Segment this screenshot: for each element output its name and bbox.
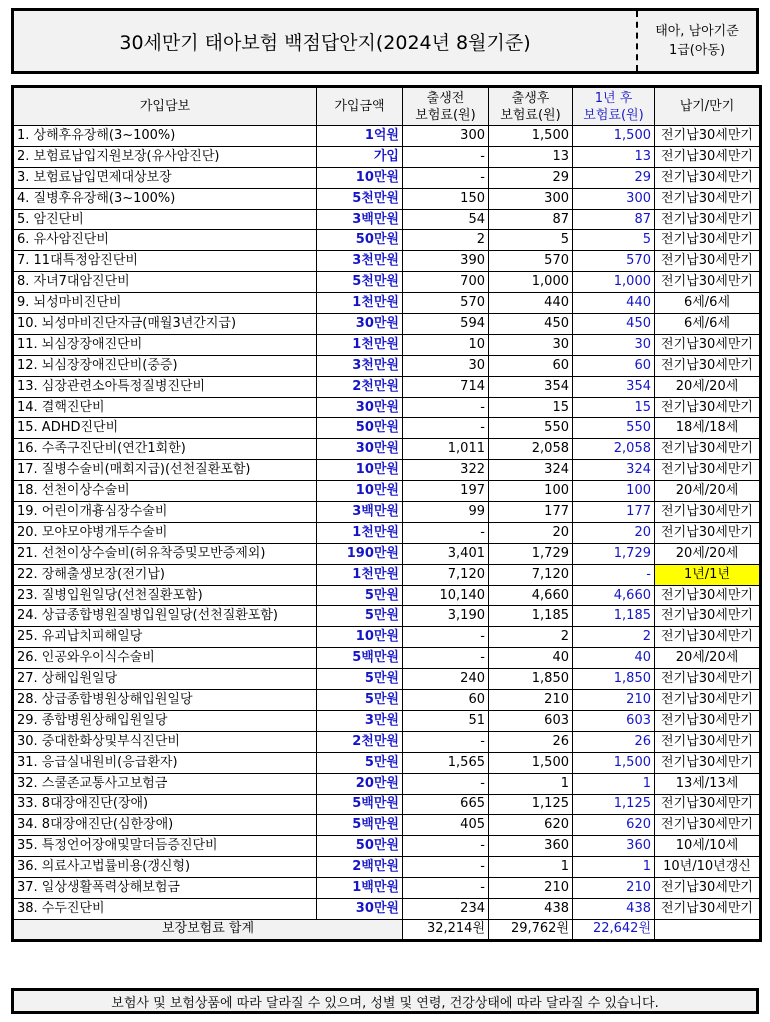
cell-coverage: 9. 뇌성마비진단비 bbox=[13, 293, 317, 314]
cell-pre-birth: - bbox=[403, 836, 489, 857]
cell-post-birth: 300 bbox=[489, 188, 573, 209]
col-header-coverage: 가입담보 bbox=[13, 87, 317, 126]
cell-amount: 3천만원 bbox=[317, 355, 403, 376]
cell-after-1y: 440 bbox=[573, 293, 655, 314]
table-row bbox=[13, 314, 761, 335]
cell-coverage: 34. 8대장애진단(심한장애) bbox=[13, 815, 317, 836]
table-row bbox=[13, 146, 761, 167]
cell-after-1y: 20 bbox=[573, 522, 655, 543]
cell-amount: 1억원 bbox=[317, 126, 403, 147]
table-row bbox=[13, 773, 761, 794]
cell-amount: 30만원 bbox=[317, 439, 403, 460]
cell-after-1y: 450 bbox=[573, 314, 655, 335]
cell-coverage: 27. 상해입원일당 bbox=[13, 669, 317, 690]
cell-after-1y: 2 bbox=[573, 627, 655, 648]
total-post-birth: 29,762원 bbox=[489, 919, 573, 940]
cell-amount: 3만원 bbox=[317, 710, 403, 731]
cell-amount: 2백만원 bbox=[317, 857, 403, 878]
cell-pre-birth: 3,401 bbox=[403, 543, 489, 564]
total-row bbox=[13, 919, 761, 940]
cell-after-1y: 354 bbox=[573, 376, 655, 397]
cell-pre-birth: - bbox=[403, 397, 489, 418]
cell-pre-birth: - bbox=[403, 857, 489, 878]
cell-pre-birth: 665 bbox=[403, 794, 489, 815]
cell-amount: 190만원 bbox=[317, 543, 403, 564]
cell-term: 전기납30세만기 bbox=[655, 690, 761, 711]
cell-post-birth: 1,500 bbox=[489, 752, 573, 773]
cell-term: 1년/1년 bbox=[655, 564, 761, 585]
total-after-1y: 22,642원 bbox=[573, 919, 655, 940]
cell-amount: 5천만원 bbox=[317, 272, 403, 293]
table-row bbox=[13, 585, 761, 606]
cell-term: 전기납30세만기 bbox=[655, 230, 761, 251]
table-row bbox=[13, 606, 761, 627]
table-row bbox=[13, 439, 761, 460]
cell-amount: 3천만원 bbox=[317, 251, 403, 272]
cell-coverage: 11. 뇌심장장애진단비 bbox=[13, 334, 317, 355]
col-header-term: 납기/만기 bbox=[655, 87, 761, 126]
table-row bbox=[13, 794, 761, 815]
cell-after-1y: 13 bbox=[573, 146, 655, 167]
cell-amount: 5만원 bbox=[317, 669, 403, 690]
cell-term: 10년/10년갱신 bbox=[655, 857, 761, 878]
cell-amount: 3백만원 bbox=[317, 502, 403, 523]
cell-coverage: 35. 특정언어장애및말더듬증진단비 bbox=[13, 836, 317, 857]
cell-term: 전기납30세만기 bbox=[655, 898, 761, 919]
cell-after-1y: 1,000 bbox=[573, 272, 655, 293]
cell-pre-birth: 1,565 bbox=[403, 752, 489, 773]
col-header-amount: 가입금액 bbox=[317, 87, 403, 126]
cell-pre-birth: - bbox=[403, 146, 489, 167]
cell-post-birth: 1,185 bbox=[489, 606, 573, 627]
table-row bbox=[13, 710, 761, 731]
coverage-table bbox=[11, 85, 762, 942]
table-row bbox=[13, 836, 761, 857]
side-note-line2: 1급(아동) bbox=[668, 43, 726, 58]
cell-post-birth: 15 bbox=[489, 397, 573, 418]
cell-after-1y: 300 bbox=[573, 188, 655, 209]
page-title: 30세만기 태아보험 백점답안지(2024년 8월기준) bbox=[119, 31, 531, 54]
table-row bbox=[13, 460, 761, 481]
cell-post-birth: 40 bbox=[489, 648, 573, 669]
cell-after-1y: 570 bbox=[573, 251, 655, 272]
cell-after-1y: 1 bbox=[573, 857, 655, 878]
cell-term: 전기납30세만기 bbox=[655, 606, 761, 627]
cell-term: 전기납30세만기 bbox=[655, 460, 761, 481]
cell-coverage: 8. 자녀7대암진단비 bbox=[13, 272, 317, 293]
cell-after-1y: 210 bbox=[573, 878, 655, 899]
cell-after-1y: 30 bbox=[573, 334, 655, 355]
cell-term: 전기납30세만기 bbox=[655, 251, 761, 272]
table-row bbox=[13, 188, 761, 209]
cell-amount: 50만원 bbox=[317, 836, 403, 857]
table-row bbox=[13, 251, 761, 272]
title-side-note bbox=[636, 11, 756, 71]
cell-after-1y: 603 bbox=[573, 710, 655, 731]
cell-post-birth: 450 bbox=[489, 314, 573, 335]
cell-post-birth: 550 bbox=[489, 418, 573, 439]
cell-term: 전기납30세만기 bbox=[655, 355, 761, 376]
cell-term: 전기납30세만기 bbox=[655, 334, 761, 355]
cell-post-birth: 2,058 bbox=[489, 439, 573, 460]
footer-disclaimer: 보험사 및 보험상품에 따라 달라질 수 있으며, 성별 및 연령, 건강상태에 따라 달라질 수 있습니다. bbox=[11, 988, 759, 1014]
cell-post-birth: 26 bbox=[489, 731, 573, 752]
col-header-pre-birth: 출생전 보험료(원) bbox=[403, 87, 489, 126]
table-row bbox=[13, 230, 761, 251]
table-body bbox=[13, 126, 761, 941]
table-row bbox=[13, 564, 761, 585]
cell-term: 전기납30세만기 bbox=[655, 522, 761, 543]
cell-amount: 5만원 bbox=[317, 606, 403, 627]
cell-post-birth: 177 bbox=[489, 502, 573, 523]
cell-post-birth: 1,850 bbox=[489, 669, 573, 690]
cell-amount: 2천만원 bbox=[317, 731, 403, 752]
cell-post-birth: 438 bbox=[489, 898, 573, 919]
cell-after-1y: 29 bbox=[573, 167, 655, 188]
cell-term: 전기납30세만기 bbox=[655, 502, 761, 523]
cell-coverage: 28. 상급종합병원상해입원일당 bbox=[13, 690, 317, 711]
table-row bbox=[13, 857, 761, 878]
cell-coverage: 13. 심장관련소아특정질병진단비 bbox=[13, 376, 317, 397]
cell-coverage: 25. 유괴납치피해일당 bbox=[13, 627, 317, 648]
cell-coverage: 14. 결핵진단비 bbox=[13, 397, 317, 418]
cell-pre-birth: 2 bbox=[403, 230, 489, 251]
table-row bbox=[13, 878, 761, 899]
cell-pre-birth: - bbox=[403, 522, 489, 543]
cell-after-1y: 177 bbox=[573, 502, 655, 523]
cell-post-birth: 13 bbox=[489, 146, 573, 167]
col-header-after-1y: 1년 후 보험료(원) bbox=[573, 87, 655, 126]
cell-term: 20세/20세 bbox=[655, 543, 761, 564]
cell-pre-birth: 700 bbox=[403, 272, 489, 293]
cell-coverage: 6. 유사암진단비 bbox=[13, 230, 317, 251]
cell-coverage: 4. 질병후유장해(3~100%) bbox=[13, 188, 317, 209]
table-row bbox=[13, 627, 761, 648]
cell-amount: 가입 bbox=[317, 146, 403, 167]
cell-post-birth: 1 bbox=[489, 857, 573, 878]
table-row bbox=[13, 126, 761, 147]
cell-after-1y: 87 bbox=[573, 209, 655, 230]
cell-pre-birth: 60 bbox=[403, 690, 489, 711]
cell-after-1y: 360 bbox=[573, 836, 655, 857]
cell-amount: 30만원 bbox=[317, 397, 403, 418]
table-row bbox=[13, 690, 761, 711]
cell-amount: 2천만원 bbox=[317, 376, 403, 397]
cell-coverage: 15. ADHD진단비 bbox=[13, 418, 317, 439]
cell-amount: 20만원 bbox=[317, 773, 403, 794]
cell-coverage: 33. 8대장애진단(장애) bbox=[13, 794, 317, 815]
cell-after-1y: 550 bbox=[573, 418, 655, 439]
table-row bbox=[13, 209, 761, 230]
cell-after-1y: 210 bbox=[573, 690, 655, 711]
cell-term: 전기납30세만기 bbox=[655, 188, 761, 209]
cell-after-1y: 620 bbox=[573, 815, 655, 836]
cell-post-birth: 20 bbox=[489, 522, 573, 543]
cell-term: 6세/6세 bbox=[655, 314, 761, 335]
cell-coverage: 22. 장해출생보장(전기납) bbox=[13, 564, 317, 585]
table-row bbox=[13, 648, 761, 669]
cell-coverage: 38. 수두진단비 bbox=[13, 898, 317, 919]
cell-term: 전기납30세만기 bbox=[655, 272, 761, 293]
cell-pre-birth: - bbox=[403, 731, 489, 752]
cell-after-1y: 1,185 bbox=[573, 606, 655, 627]
table-row bbox=[13, 167, 761, 188]
cell-after-1y: 15 bbox=[573, 397, 655, 418]
cell-term: 전기납30세만기 bbox=[655, 439, 761, 460]
total-pre-birth: 32,214원 bbox=[403, 919, 489, 940]
cell-amount: 50만원 bbox=[317, 230, 403, 251]
cell-term: 전기납30세만기 bbox=[655, 878, 761, 899]
cell-after-1y: - bbox=[573, 564, 655, 585]
cell-coverage: 17. 질병수술비(매회지급)(선천질환포함) bbox=[13, 460, 317, 481]
cell-pre-birth: - bbox=[403, 648, 489, 669]
cell-coverage: 23. 질병입원일당(선천질환포함) bbox=[13, 585, 317, 606]
cell-coverage: 12. 뇌심장장애진단비(중증) bbox=[13, 355, 317, 376]
cell-post-birth: 603 bbox=[489, 710, 573, 731]
cell-term: 전기납30세만기 bbox=[655, 815, 761, 836]
cell-pre-birth: 570 bbox=[403, 293, 489, 314]
cell-post-birth: 324 bbox=[489, 460, 573, 481]
cell-coverage: 26. 인공와우이식수술비 bbox=[13, 648, 317, 669]
cell-coverage: 29. 종합병원상해입원일당 bbox=[13, 710, 317, 731]
cell-post-birth: 1,500 bbox=[489, 126, 573, 147]
cell-post-birth: 210 bbox=[489, 878, 573, 899]
cell-pre-birth: 99 bbox=[403, 502, 489, 523]
cell-pre-birth: 7,120 bbox=[403, 564, 489, 585]
cell-post-birth: 360 bbox=[489, 836, 573, 857]
cell-pre-birth: 51 bbox=[403, 710, 489, 731]
cell-after-1y: 2,058 bbox=[573, 439, 655, 460]
cell-post-birth: 100 bbox=[489, 481, 573, 502]
cell-pre-birth: 54 bbox=[403, 209, 489, 230]
cell-term: 6세/6세 bbox=[655, 293, 761, 314]
cell-coverage: 24. 상급종합병원질병입원일당(선천질환포함) bbox=[13, 606, 317, 627]
cell-amount: 30만원 bbox=[317, 314, 403, 335]
cell-amount: 10만원 bbox=[317, 627, 403, 648]
cell-amount: 1천만원 bbox=[317, 334, 403, 355]
cell-pre-birth: 390 bbox=[403, 251, 489, 272]
cell-after-1y: 40 bbox=[573, 648, 655, 669]
cell-amount: 1천만원 bbox=[317, 293, 403, 314]
cell-term: 10세/10세 bbox=[655, 836, 761, 857]
cell-post-birth: 210 bbox=[489, 690, 573, 711]
cell-after-1y: 1,500 bbox=[573, 752, 655, 773]
table-row bbox=[13, 334, 761, 355]
cell-coverage: 36. 의료사고법률비용(갱신형) bbox=[13, 857, 317, 878]
cell-post-birth: 7,120 bbox=[489, 564, 573, 585]
cell-amount: 1천만원 bbox=[317, 522, 403, 543]
cell-pre-birth: - bbox=[403, 418, 489, 439]
cell-coverage: 20. 모야모야병개두수술비 bbox=[13, 522, 317, 543]
cell-amount: 10만원 bbox=[317, 460, 403, 481]
cell-pre-birth: 197 bbox=[403, 481, 489, 502]
cell-amount: 1백만원 bbox=[317, 878, 403, 899]
cell-post-birth: 2 bbox=[489, 627, 573, 648]
cell-post-birth: 1 bbox=[489, 773, 573, 794]
cell-pre-birth: 150 bbox=[403, 188, 489, 209]
total-label: 보장보험료 합계 bbox=[13, 919, 403, 940]
table-row bbox=[13, 355, 761, 376]
cell-post-birth: 1,000 bbox=[489, 272, 573, 293]
cell-coverage: 19. 어린이개흉심장수술비 bbox=[13, 502, 317, 523]
cell-post-birth: 1,125 bbox=[489, 794, 573, 815]
cell-post-birth: 354 bbox=[489, 376, 573, 397]
table-row bbox=[13, 272, 761, 293]
cell-term: 전기납30세만기 bbox=[655, 627, 761, 648]
cell-pre-birth: 594 bbox=[403, 314, 489, 335]
cell-coverage: 21. 선천이상수술비(허유착증및모반증제외) bbox=[13, 543, 317, 564]
cell-pre-birth: 405 bbox=[403, 815, 489, 836]
cell-pre-birth: 30 bbox=[403, 355, 489, 376]
cell-after-1y: 4,660 bbox=[573, 585, 655, 606]
table-row bbox=[13, 418, 761, 439]
cell-amount: 5백만원 bbox=[317, 794, 403, 815]
cell-term: 13세/13세 bbox=[655, 773, 761, 794]
cell-pre-birth: - bbox=[403, 773, 489, 794]
cell-pre-birth: 322 bbox=[403, 460, 489, 481]
cell-pre-birth: 1,011 bbox=[403, 439, 489, 460]
cell-amount: 5천만원 bbox=[317, 188, 403, 209]
cell-amount: 3백만원 bbox=[317, 209, 403, 230]
cell-after-1y: 5 bbox=[573, 230, 655, 251]
cell-term: 전기납30세만기 bbox=[655, 146, 761, 167]
cell-post-birth: 620 bbox=[489, 815, 573, 836]
col-header-post-birth: 출생후 보험료(원) bbox=[489, 87, 573, 126]
cell-after-1y: 26 bbox=[573, 731, 655, 752]
cell-after-1y: 1,500 bbox=[573, 126, 655, 147]
cell-amount: 5만원 bbox=[317, 752, 403, 773]
cell-amount: 5백만원 bbox=[317, 648, 403, 669]
cell-term: 전기납30세만기 bbox=[655, 731, 761, 752]
cell-coverage: 30. 중대한화상및부식진단비 bbox=[13, 731, 317, 752]
cell-after-1y: 1,729 bbox=[573, 543, 655, 564]
cell-term: 전기납30세만기 bbox=[655, 397, 761, 418]
cell-term: 20세/20세 bbox=[655, 376, 761, 397]
table-row bbox=[13, 522, 761, 543]
cell-pre-birth: - bbox=[403, 167, 489, 188]
cell-pre-birth: 714 bbox=[403, 376, 489, 397]
cell-term: 전기납30세만기 bbox=[655, 209, 761, 230]
title-box bbox=[11, 8, 759, 74]
cell-pre-birth: 234 bbox=[403, 898, 489, 919]
cell-pre-birth: 10,140 bbox=[403, 585, 489, 606]
cell-after-1y: 60 bbox=[573, 355, 655, 376]
cell-term: 전기납30세만기 bbox=[655, 167, 761, 188]
table-row bbox=[13, 752, 761, 773]
cell-post-birth: 570 bbox=[489, 251, 573, 272]
cell-term: 전기납30세만기 bbox=[655, 752, 761, 773]
cell-amount: 10만원 bbox=[317, 167, 403, 188]
table-row bbox=[13, 815, 761, 836]
cell-amount: 50만원 bbox=[317, 418, 403, 439]
total-term-empty bbox=[655, 919, 761, 940]
cell-amount: 5만원 bbox=[317, 690, 403, 711]
cell-coverage: 2. 보험료납입지원보장(유사암진단) bbox=[13, 146, 317, 167]
cell-coverage: 37. 일상생활폭력상해보험금 bbox=[13, 878, 317, 899]
cell-coverage: 7. 11대특정암진단비 bbox=[13, 251, 317, 272]
table-row bbox=[13, 669, 761, 690]
cell-post-birth: 5 bbox=[489, 230, 573, 251]
cell-post-birth: 60 bbox=[489, 355, 573, 376]
table-row bbox=[13, 898, 761, 919]
cell-amount: 30만원 bbox=[317, 898, 403, 919]
cell-coverage: 5. 암진단비 bbox=[13, 209, 317, 230]
table-row bbox=[13, 293, 761, 314]
cell-amount: 1천만원 bbox=[317, 564, 403, 585]
table-row bbox=[13, 543, 761, 564]
table-row bbox=[13, 397, 761, 418]
cell-pre-birth: 10 bbox=[403, 334, 489, 355]
cell-post-birth: 4,660 bbox=[489, 585, 573, 606]
cell-post-birth: 440 bbox=[489, 293, 573, 314]
side-note-line1: 태아, 남아기준 bbox=[655, 24, 739, 39]
cell-coverage: 31. 응급실내원비(응급환자) bbox=[13, 752, 317, 773]
cell-pre-birth: - bbox=[403, 878, 489, 899]
cell-pre-birth: 300 bbox=[403, 126, 489, 147]
table-row bbox=[13, 376, 761, 397]
table-header-row bbox=[13, 87, 761, 126]
cell-after-1y: 1 bbox=[573, 773, 655, 794]
cell-coverage: 1. 상해후유장해(3~100%) bbox=[13, 126, 317, 147]
cell-term: 전기납30세만기 bbox=[655, 669, 761, 690]
cell-coverage: 18. 선천이상수술비 bbox=[13, 481, 317, 502]
cell-term: 전기납30세만기 bbox=[655, 585, 761, 606]
cell-coverage: 10. 뇌성마비진단자금(매월3년간지급) bbox=[13, 314, 317, 335]
cell-term: 18세/18세 bbox=[655, 418, 761, 439]
cell-pre-birth: 3,190 bbox=[403, 606, 489, 627]
cell-term: 20세/20세 bbox=[655, 648, 761, 669]
cell-post-birth: 29 bbox=[489, 167, 573, 188]
cell-after-1y: 1,125 bbox=[573, 794, 655, 815]
cell-post-birth: 87 bbox=[489, 209, 573, 230]
cell-term: 전기납30세만기 bbox=[655, 794, 761, 815]
cell-amount: 10만원 bbox=[317, 481, 403, 502]
cell-term: 전기납30세만기 bbox=[655, 710, 761, 731]
cell-after-1y: 1,850 bbox=[573, 669, 655, 690]
cell-pre-birth: - bbox=[403, 627, 489, 648]
cell-post-birth: 30 bbox=[489, 334, 573, 355]
table-row bbox=[13, 731, 761, 752]
cell-after-1y: 324 bbox=[573, 460, 655, 481]
cell-coverage: 3. 보험료납입면제대상보장 bbox=[13, 167, 317, 188]
table-row bbox=[13, 502, 761, 523]
cell-term: 20세/20세 bbox=[655, 481, 761, 502]
cell-after-1y: 438 bbox=[573, 898, 655, 919]
cell-amount: 5만원 bbox=[317, 585, 403, 606]
cell-coverage: 32. 스쿨존교통사고보험금 bbox=[13, 773, 317, 794]
cell-term: 전기납30세만기 bbox=[655, 126, 761, 147]
cell-amount: 5백만원 bbox=[317, 815, 403, 836]
cell-pre-birth: 240 bbox=[403, 669, 489, 690]
cell-after-1y: 100 bbox=[573, 481, 655, 502]
cell-post-birth: 1,729 bbox=[489, 543, 573, 564]
cell-coverage: 16. 수족구진단비(연간1회한) bbox=[13, 439, 317, 460]
table-row bbox=[13, 481, 761, 502]
